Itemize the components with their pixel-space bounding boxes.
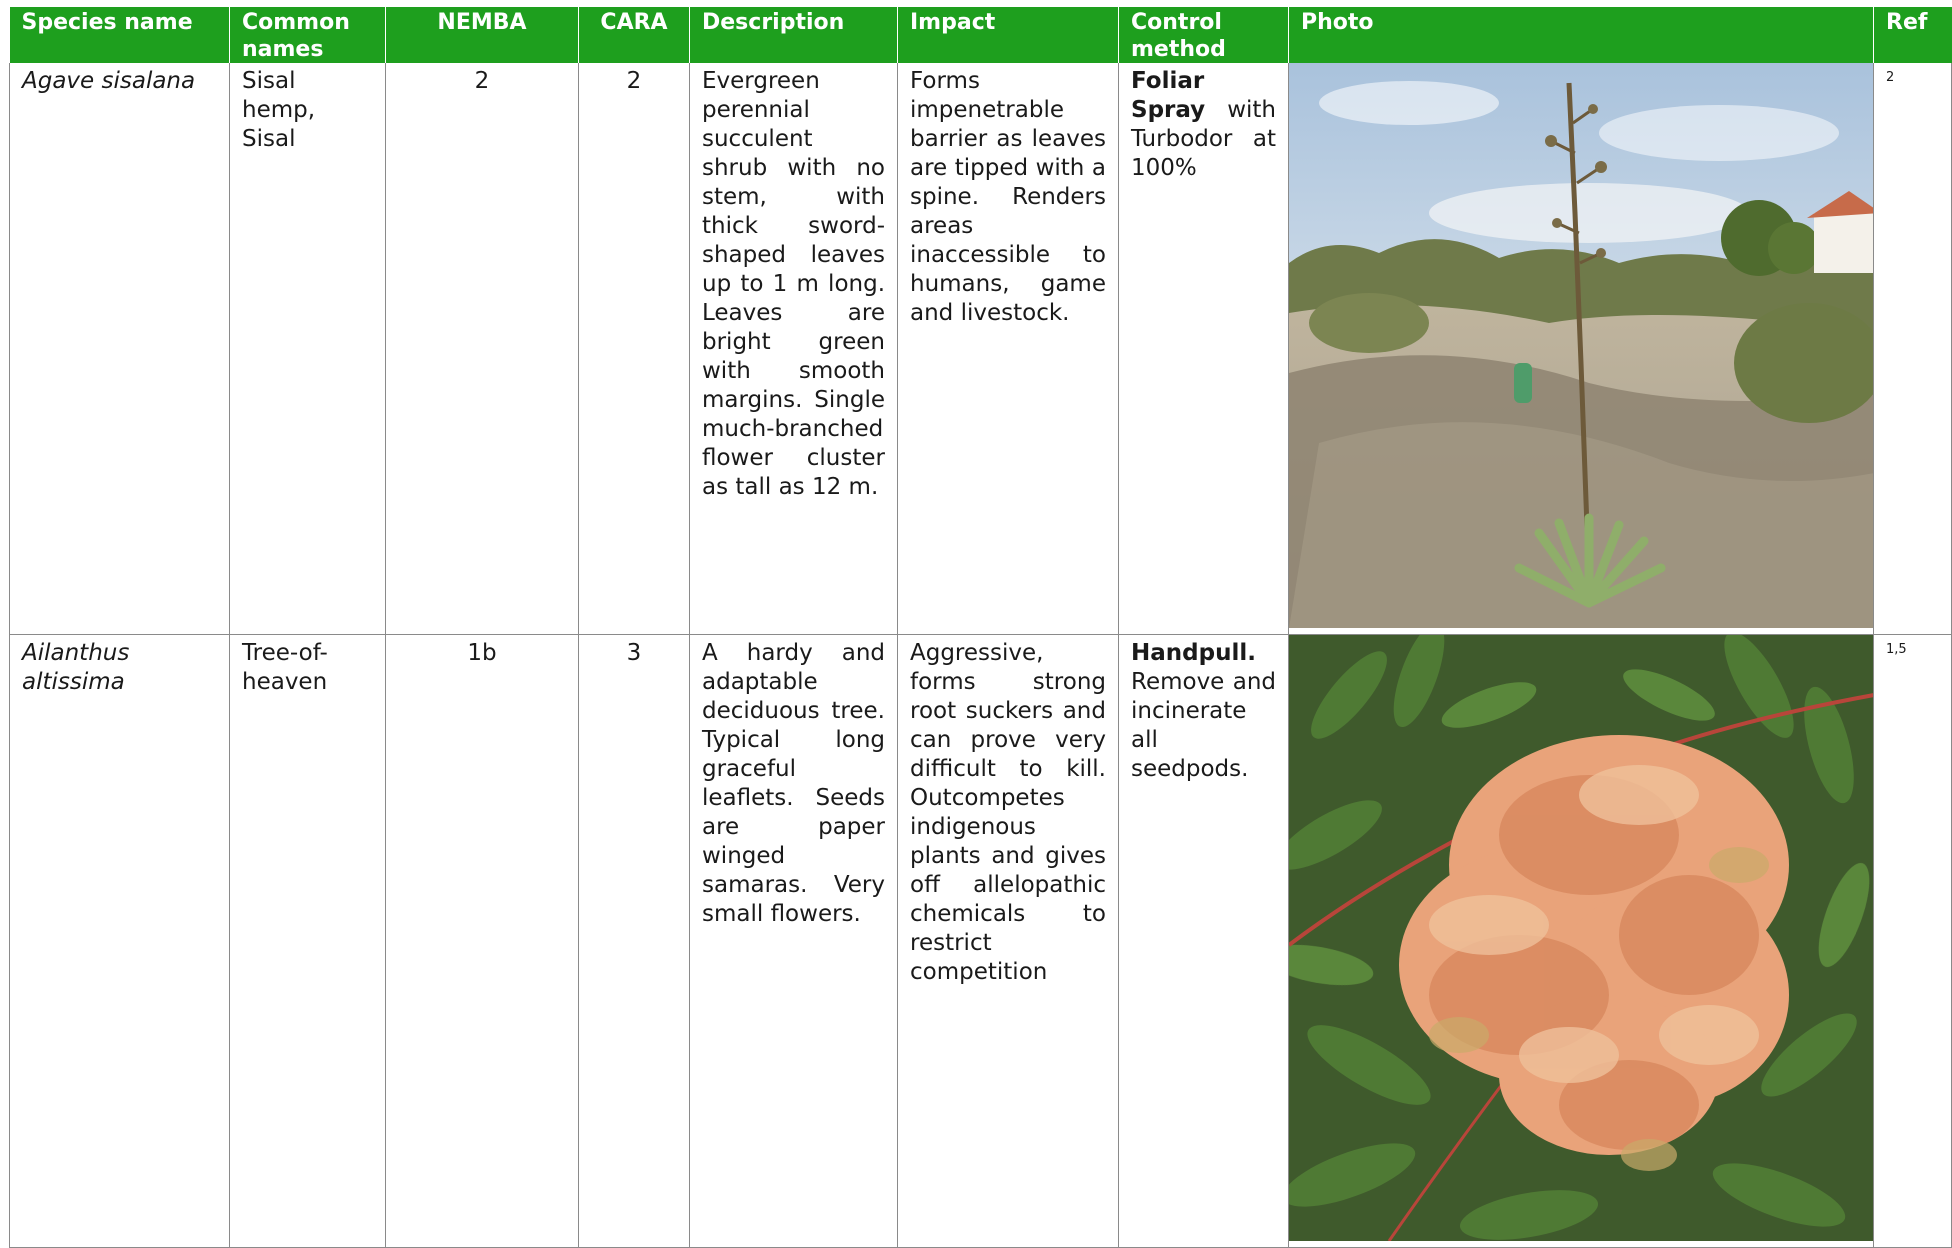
common-names-cell: Sisal hemp, Sisal bbox=[230, 63, 386, 635]
photo-cell bbox=[1289, 63, 1874, 635]
header-row bbox=[10, 7, 1952, 63]
cara-cell: 3 bbox=[579, 635, 690, 1248]
nemba-cell: 2 bbox=[386, 63, 579, 635]
header-impact: Impact bbox=[898, 7, 1119, 63]
control-method-cell bbox=[1119, 635, 1289, 1248]
header-nemba: NEMBA bbox=[386, 7, 579, 63]
control-method-cell bbox=[1119, 63, 1289, 635]
table-row bbox=[10, 63, 1952, 635]
header-control-method: Control method bbox=[1119, 7, 1289, 63]
control-method-keyword: Foliar Spray bbox=[1131, 68, 1206, 123]
species-name-cell: Ailanthus altissima bbox=[10, 635, 230, 1248]
species-table-container bbox=[9, 7, 1951, 1248]
impact-cell: Forms impenetrable barrier as leaves are tipped with a spine. Renders areas inaccessible to humans, game and livestock. bbox=[898, 63, 1119, 635]
invasive-species-table bbox=[9, 7, 1952, 1248]
tree-of-heaven-photo-graphic bbox=[1289, 635, 1874, 1241]
control-method-keyword: Handpull. bbox=[1131, 640, 1256, 666]
header-common-names: Common names bbox=[230, 7, 386, 63]
header-cara: CARA bbox=[579, 7, 690, 63]
description-cell: Evergreen perennial succulent shrub with no stem, with thick sword-shaped leaves up to 1 m long. Leaves are bright green with smooth margins. Single much-branched flower cluster as tall as 12 m. bbox=[690, 63, 898, 635]
photo-cell bbox=[1289, 635, 1874, 1248]
header-ref: Ref bbox=[1874, 7, 1952, 63]
header-species-name: Species name bbox=[10, 7, 230, 63]
common-names-cell: Tree-of-heaven bbox=[230, 635, 386, 1248]
control-method-detail: with Turbodor at 100% bbox=[1131, 97, 1276, 181]
description-cell: A hardy and adaptable deciduous tree. Typical long graceful leaflets. Seeds are paper winged samaras. Very small flowers. bbox=[690, 635, 898, 1248]
control-method-detail: Remove and incinerate all seedpods. bbox=[1131, 669, 1276, 782]
ref-cell: 1,5 bbox=[1874, 635, 1952, 1248]
tree-of-heaven-photo bbox=[1289, 635, 1874, 1241]
nemba-cell: 1b bbox=[386, 635, 579, 1248]
impact-cell: Aggressive, forms strong root suckers and can prove very difficult to kill. Outcompetes indigenous plants and gives off allelopathic chemicals to restrict competition bbox=[898, 635, 1119, 1248]
table-row bbox=[10, 635, 1952, 1248]
sisal-plant-photo bbox=[1289, 63, 1874, 628]
cara-cell: 2 bbox=[579, 63, 690, 635]
header-photo: Photo bbox=[1289, 7, 1874, 63]
sisal-photo-graphic bbox=[1289, 63, 1874, 628]
header-description: Description bbox=[690, 7, 898, 63]
ref-cell: 2 bbox=[1874, 63, 1952, 635]
species-name-cell: Agave sisalana bbox=[10, 63, 230, 635]
